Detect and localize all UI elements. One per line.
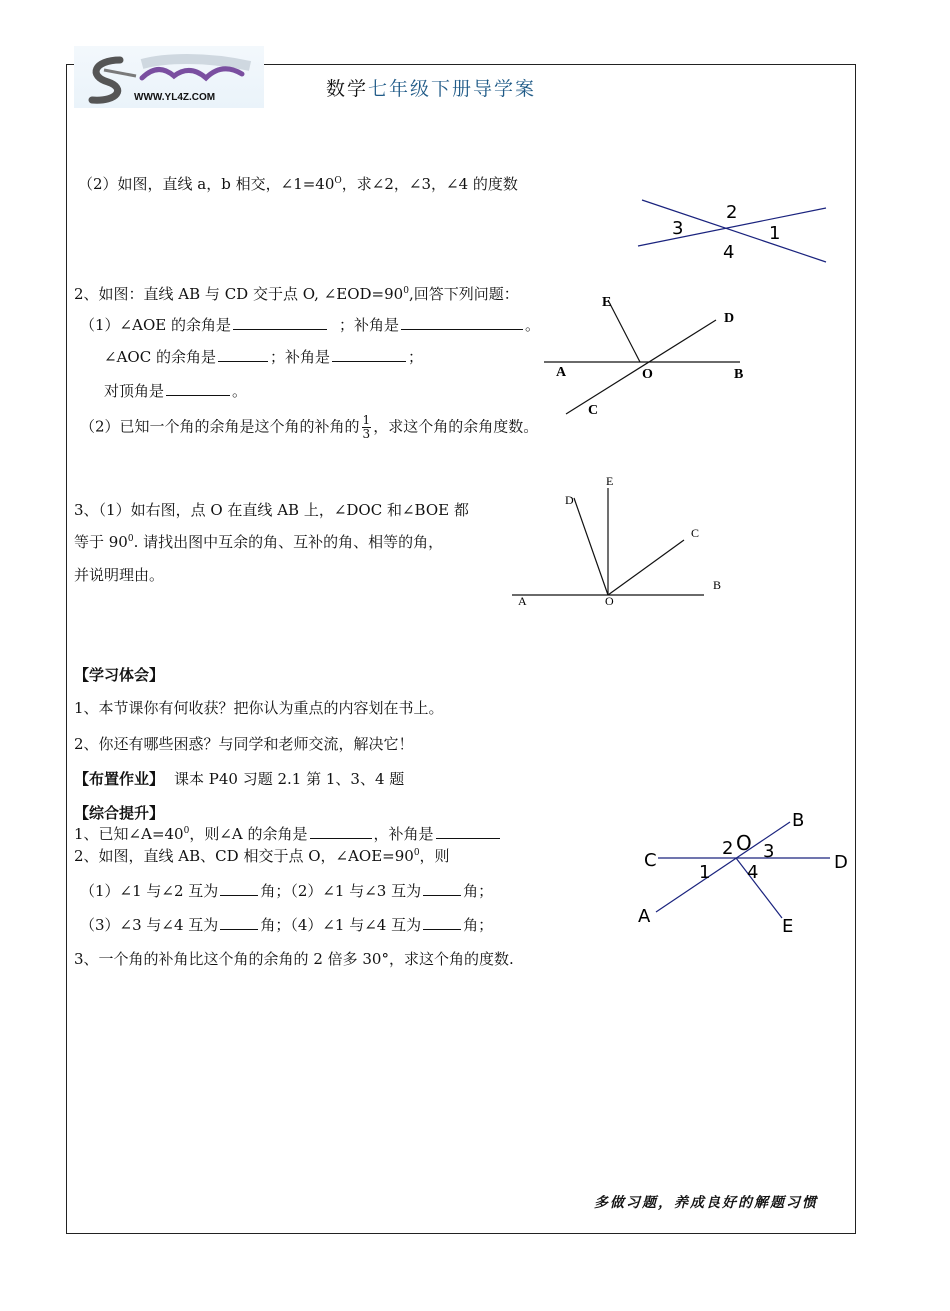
fig3-label-E: E: [606, 474, 614, 488]
fig1-label-4: 4: [723, 242, 735, 263]
fig3-label-D: D: [565, 493, 574, 507]
q3-line3: 并说明理由。: [74, 566, 165, 584]
reflect-line2: 2、你还有哪些困惑？与同学和老师交流，解决它！: [74, 735, 414, 753]
q2-stem: 2、如图：直线 AB 与 CD 交于点 O, $\angle EOD=90^0$,回答下列问题：: [74, 285, 519, 303]
improve-line1: 1、已知$\angle A=40^0$，则∠A 的余角是 ，补角是: [74, 823, 502, 844]
page-title: [326, 74, 536, 101]
figure-improve-lines: [630, 800, 852, 938]
fig2-label-B: B: [734, 367, 744, 382]
fig2-label-E: E: [602, 295, 612, 310]
fig4-label-C: C: [644, 850, 657, 871]
fig4-label-E: E: [782, 916, 794, 937]
fig4-label-2: 2: [722, 838, 734, 859]
logo-site-text: WWW.YL4Z.COM: [134, 92, 216, 103]
figure-intersecting-lines: [630, 190, 835, 270]
fig3-label-A: A: [518, 594, 527, 608]
figure-q3-rays: [508, 470, 728, 615]
fig2-label-O: O: [642, 367, 653, 382]
improve-heading: 【综合提升】: [74, 804, 165, 822]
logo-school-name-icon: [138, 60, 248, 86]
q2-part1: （1）∠AOE 的余角是 ；补角是 。: [80, 316, 540, 334]
fig3-label-O: O: [605, 594, 614, 608]
fig3-label-B: B: [713, 578, 722, 592]
fig4-label-4: 4: [747, 862, 759, 883]
fig4-label-A: A: [638, 906, 651, 927]
fraction-one-third: $\frac{1}{3}$: [362, 413, 371, 441]
q2-part1-line2: ∠AOC 的余角是 ；补角是 ；: [104, 348, 423, 366]
reflect-heading: 【学习体会】: [74, 666, 165, 684]
fig1-label-3: 3: [672, 218, 684, 239]
fig4-label-1: 1: [699, 862, 711, 883]
improve-line2: 2、如图，直线 AB、CD 相交于点 O，$\angle AOE=90^0$，则: [74, 847, 450, 865]
q3-line2: 等于 $90^0$. 请找出图中互余的角、互补的角、相等的角，: [74, 533, 444, 551]
figure-q2-lines: [540, 290, 755, 420]
improve-line5: 3、一个角的补角比这个角的余角的 2 倍多 30°，求这个角的度数.: [74, 950, 514, 968]
fig4-label-D: D: [834, 852, 848, 873]
homework-line: 【布置作业】 课本 P40 习题 2.1 第 1、3、4 题: [74, 770, 405, 788]
fig4-label-B: B: [792, 810, 805, 831]
q-sub2-text: （2）如图，直线 a，b 相交，$\angle 1=40^O$，求∠2，∠3，∠4 的度数: [78, 175, 518, 193]
homework-heading: 【布置作业】: [74, 770, 165, 788]
q3-line1: 3、（1）如右图，点 O 在直线 AB 上，∠DOC 和∠BOE 都: [74, 501, 469, 519]
fig4-label-O: O: [736, 831, 752, 855]
fig2-label-A: A: [556, 365, 567, 380]
fig2-label-D: D: [724, 311, 735, 326]
improve-line3: （1）∠1 与∠2 互为 角；（2）∠1 与∠3 互为 角；: [80, 882, 494, 900]
fig3-label-C: C: [691, 526, 700, 540]
improve-line4: （3）∠3 与∠4 互为 角；（4）∠1 与∠4 互为 角；: [80, 916, 494, 934]
title-grade: 七年级下册导学案: [368, 78, 537, 100]
footer-slogan: 多做习题，养成良好的解题习惯: [594, 1195, 818, 1211]
q2-part2: （2）已知一个角的余角是这个角的补角的 $\frac{1}{3}$ ，求这个角的余角度数。: [80, 413, 539, 441]
reflect-line1: 1、本节课你有何收获？把你认为重点的内容划在书上。: [74, 699, 444, 717]
fig2-label-C: C: [588, 403, 599, 418]
fig1-label-1: 1: [769, 223, 781, 244]
title-subject: 数学: [326, 78, 369, 100]
q2-part1-line3: 对顶角是 。: [104, 382, 248, 400]
fig1-label-2: 2: [726, 202, 738, 223]
fig4-label-3: 3: [763, 841, 775, 862]
